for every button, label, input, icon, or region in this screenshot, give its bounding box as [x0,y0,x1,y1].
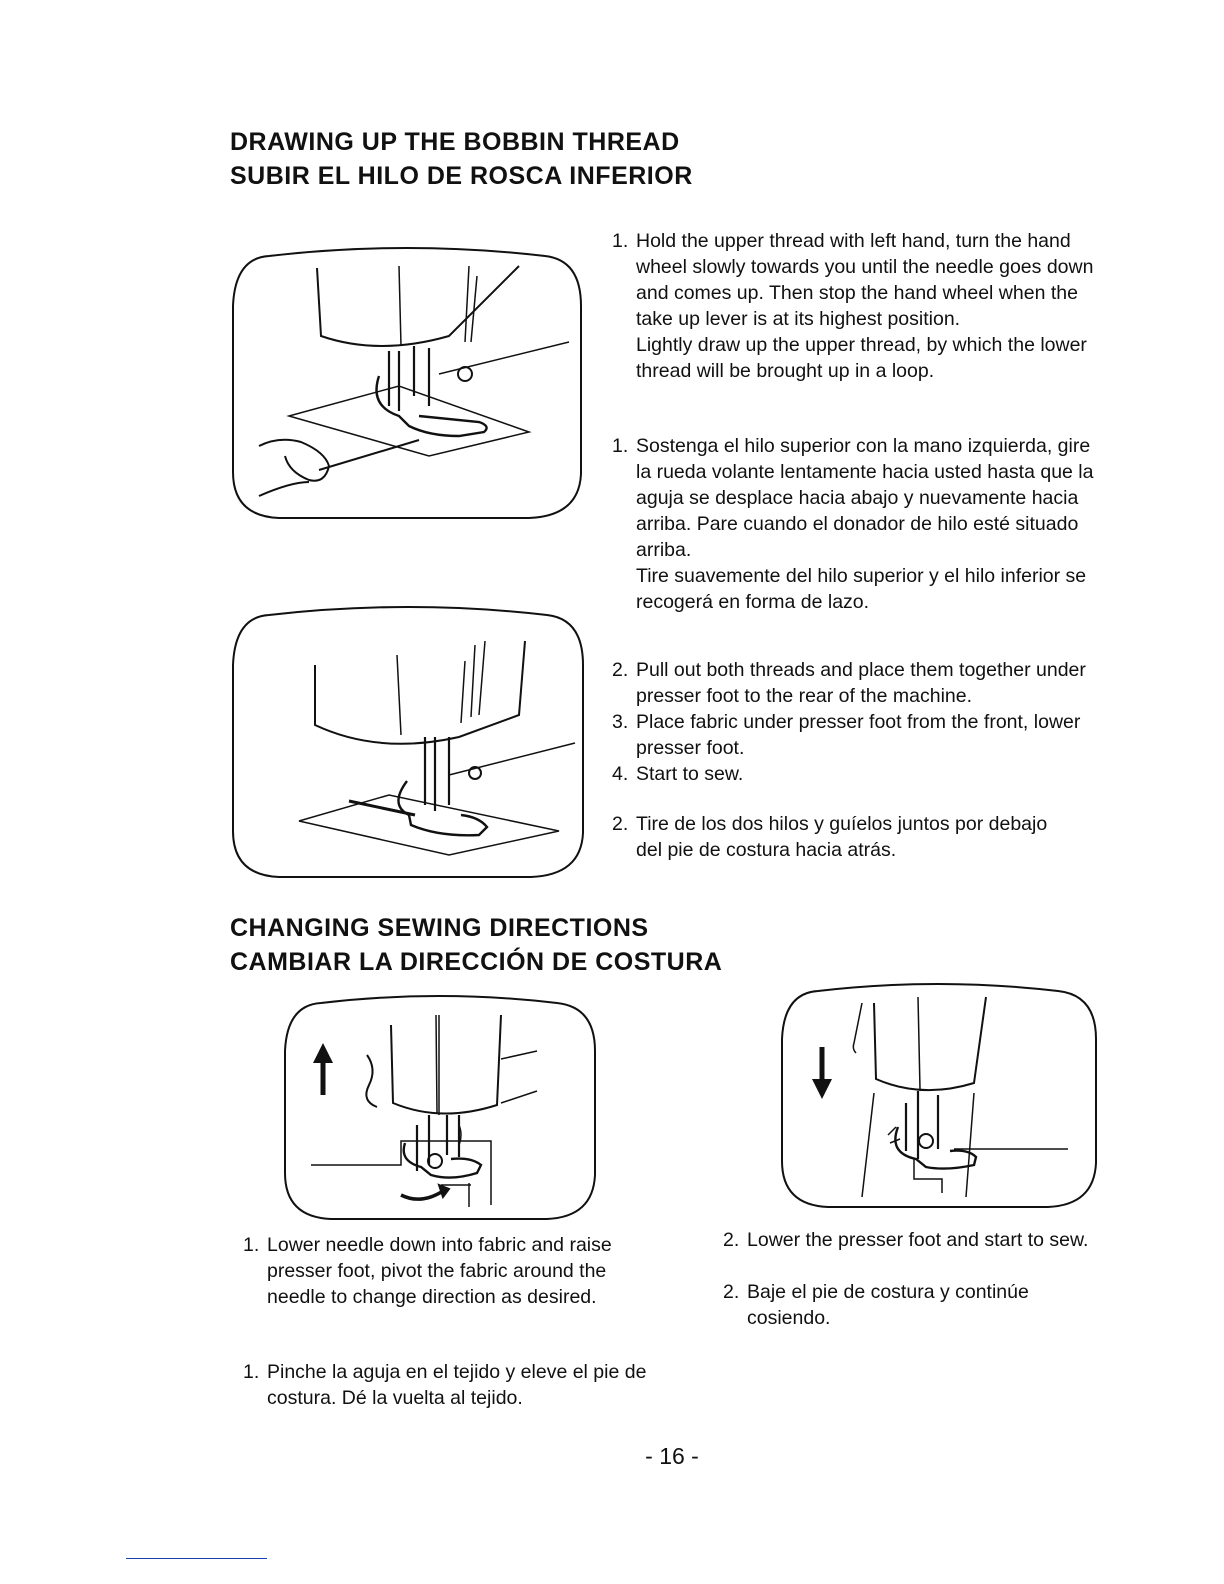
step-number: 4. [612,763,629,785]
section-title-cambiar-direccion: CAMBIAR LA DIRECCIÓN DE COSTURA [230,948,723,976]
change-step-2-es [723,1279,1083,1331]
step-number: 1. [243,1234,260,1256]
figure-lower-foot [778,983,1100,1209]
change-step-1-en [243,1232,653,1310]
step-number: 3. [612,711,629,733]
step-text: Pinche la aguja en el tejido y eleve el pie de costura. Dé la vuelta al tejido. [267,1361,647,1409]
step-text: Lower needle down into fabric and raise presser foot, pivot the fabric around the needle to change direction as desired. [267,1234,612,1308]
step-text: Lower the presser foot and start to sew. [747,1229,1089,1251]
step-text: Pull out both threads and place them together under presser foot to the rear of the machine. [636,659,1086,707]
footer-rule [126,1558,267,1559]
step-3-en [612,709,1102,761]
step-number: 2. [723,1229,740,1251]
step-text: Tire de los dos hilos y guíelos juntos por debajo del pie de costura hacia atrás. [636,813,1048,861]
step-2-en [612,657,1102,709]
step-subtext: Tire suavemente del hilo superior y el hilo inferior se recogerá en forma de lazo. [636,565,1087,613]
step-text: Place fabric under presser foot from the front, lower presser foot. [636,711,1081,759]
change-step-1-es [243,1359,653,1411]
section-title-changing-directions: CHANGING SEWING DIRECTIONS [230,914,649,942]
step-text: Hold the upper thread with left hand, turn the hand wheel slowly towards you until the needle goes down and comes up. Then stop the hand wheel when the take up lever is at its highest position. [636,230,1094,330]
change-step-2-en [723,1227,1203,1253]
figure-threads-under-foot [229,605,587,881]
step-4-en [612,761,1102,787]
section-title-subir-hilo: SUBIR EL HILO DE ROSCA INFERIOR [230,162,693,190]
step-text: Start to sew. [636,763,744,785]
step-number: 2. [723,1281,740,1303]
page-number: - 16 - [645,1443,699,1469]
step-number: 1. [612,435,629,457]
figure-pivot-fabric [281,995,599,1221]
step-number: 1. [243,1361,260,1383]
step-subtext: Lightly draw up the upper thread, by which the lower thread will be brought up in a loop. [636,334,1087,382]
step-number: 2. [612,813,629,835]
step-text: Baje el pie de costura y continúe cosiendo. [747,1281,1029,1329]
section-title-drawing-bobbin-thread: DRAWING UP THE BOBBIN THREAD [230,128,680,156]
step-text: Sostenga el hilo superior con la mano izquierda, gire la rueda volante lentamente hacia usted hasta que la aguja se desplace hacia abajo y nuevamente hacia arriba. Pare cuando el donador de hilo esté situado arriba. [636,435,1094,561]
step-number: 2. [612,659,629,681]
step-1-es [612,433,1102,615]
step-2-es [612,811,1062,863]
figure-drawing-up-thread [229,246,585,522]
step-number: 1. [612,230,629,252]
step-1-en [612,228,1112,384]
